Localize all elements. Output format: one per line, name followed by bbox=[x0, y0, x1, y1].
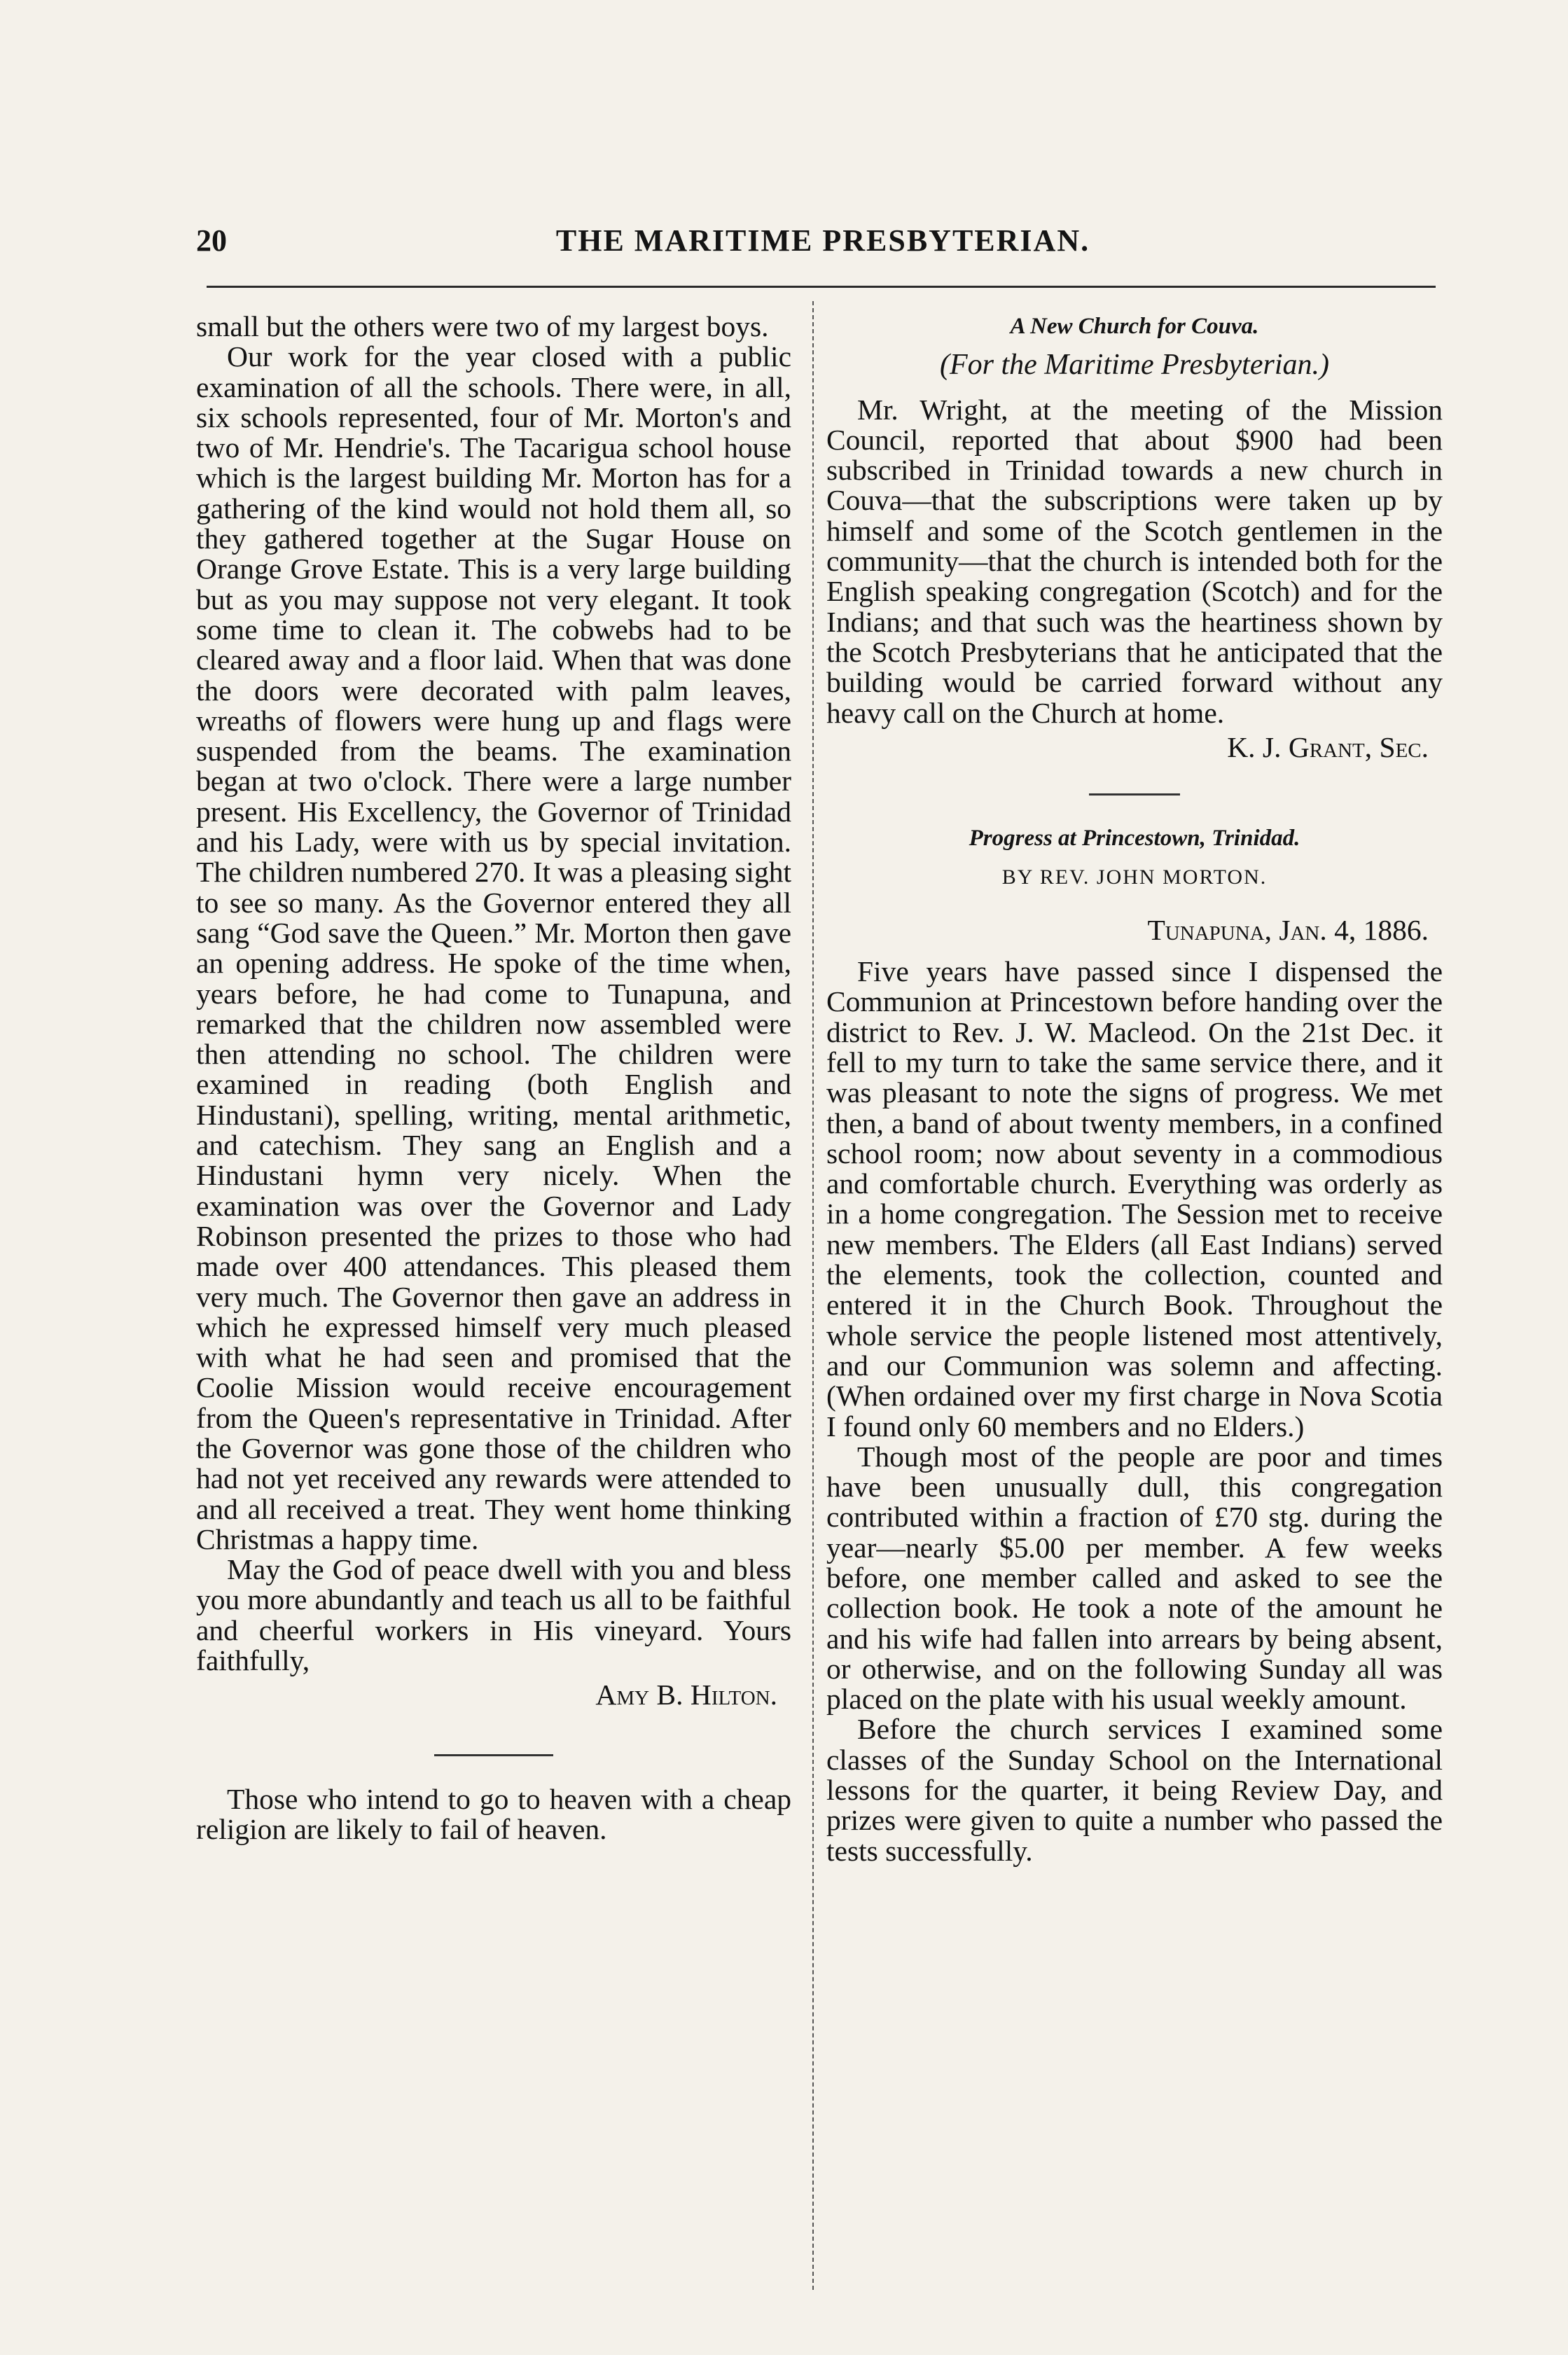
princestown-paragraph-1: Five years have passed since I dispensed the Communion at Princestown before handing over the district to Rev. J. W. Macleod. On the 21st Dec. it fell to my turn to take the same service there, and it was pleasant to note the signs of progress. We met then, a band of about twenty members, in a confined school room; now about seventy in a commodious and comfortable church. Everything was orderly as in a home congregation. The Session met to receive new members. The Elders (all East Indians) served the elements, took the collection, counted and entered it in the Church Book. Throughout the whole service the people listened most attentively, and our Communion was solemn and affecting. (When ordained over my first charge in Nova Scotia I found only 60 members and no Elders.) bbox=[826, 955, 1443, 1443]
separator-rule bbox=[434, 1754, 553, 1756]
left-column bbox=[196, 312, 791, 1845]
hilton-letter-closing: May the God of peace dwell with you and bless you more abundantly and teach us all to be faithful and cheerful workers in His vineyard. Yours faithfully, bbox=[196, 1553, 791, 1677]
filler-quote: Those who intend to go to heaven with a cheap religion are likely to fail of heaven. bbox=[196, 1782, 791, 1845]
section-rule bbox=[1089, 793, 1180, 796]
hilton-letter-paragraph-2: Our work for the year closed with a public examination of all the schools. There were, in all, six schools represented, four of Mr. Morton's and two of Mr. Hendrie's. The Tacarigua school house which is the largest building Mr. Morton has for a gathering of the kind would not hold them all, so they gathered together at the Sugar House on Orange Grove Estate. This is a very large building but as you may suppose not very elegant. It took some time to clean it. The cobwebs had to be cleared away and a floor laid. When that was done the doors were decorated with palm leaves, wreaths of flowers were hung up and flags were suspended from the beams. The examination began at two o'clock. There were a large number present. His Excellency, the Governor of Trinidad and his Lady, were with us by special invitation. The children numbered 270. It was a pleasing sight to see so many. As the Governor entered they all sang “God save the Queen.” Mr. Morton then gave an opening address. He spoke of the time when, years before, he had come to Tunapuna, and remarked that the children now assembled were then attending no school. The children were examined in reading (both English and Hindustani), spelling, writing, mental arithmetic, and catechism. They sang an English and a Hindustani hymn very nicely. When the examination was over the Governor and Lady Robinson presented the prizes to those who had made over 400 attendances. This pleased them very much. The Governor then gave an address in which he expressed himself very much pleased with what he had seen and promised that the Coolie Mission would receive encouragement from the Queen's representative in Trinidad. After the Governor was gone those of the children who had not yet received any rewards were attended to and all received a treat. They went home thinking Christmas a happy time. bbox=[196, 340, 791, 1555]
hilton-signature: Amy B. Hilton. bbox=[595, 1679, 777, 1711]
article-body-couva: Mr. Wright, at the meeting of the Mission Council, reported that about $900 had been subscribed in Trinidad towards a new church in Couva—that the subscriptions were taken up by himself and some of the Scotch gentlemen in the community—that the church is intended both for the English speaking congregation (Scotch) and for the Indians; and that such was the heartiness shown by the Scotch Presbyterians that he anticipated that the building would be carried forward without any heavy call on the Church at home. bbox=[826, 393, 1443, 729]
grant-signature: K. J. Grant, Sec. bbox=[1227, 730, 1429, 763]
article-byline: BY REV. JOHN MORTON. bbox=[1001, 866, 1268, 889]
article-dateline: Tunapuna, Jan. 4, 1886. bbox=[1147, 913, 1429, 946]
header-rule bbox=[207, 286, 1436, 288]
hilton-letter-paragraph-1: small but the others were two of my largest boys. bbox=[196, 310, 769, 342]
article-subtitle-couva: (For the Maritime Presbyterian.) bbox=[940, 349, 1329, 382]
article-title-couva: A New Church for Couva. bbox=[1010, 314, 1259, 339]
article-title-princestown: Progress at Princestown, Trinidad. bbox=[969, 826, 1300, 852]
page-header bbox=[189, 223, 1457, 279]
masthead-title: THE MARITIME PRESBYTERIAN. bbox=[555, 223, 1090, 258]
princestown-paragraph-2: Though most of the people are poor and times have been unusually dull, this congregation contributed within a fraction of £70 stg. during the year—nearly $5.00 per member. A few weeks before, one member called and asked to see the collection book. He took a note of the amount he and his wife had fallen into arrears by being absent, or otherwise, and on the following Sunday all was placed on the plate with his usual weekly amount. bbox=[826, 1440, 1443, 1716]
princestown-paragraph-3: Before the church services I examined some classes of the Sunday School on the International lessons for the quarter, it being Review Day, and prizes were given to quite a number who passed the tests successfully. bbox=[826, 1713, 1443, 1867]
column-divider bbox=[812, 301, 814, 2290]
right-column bbox=[826, 312, 1443, 1866]
page-number: 20 bbox=[196, 223, 227, 258]
